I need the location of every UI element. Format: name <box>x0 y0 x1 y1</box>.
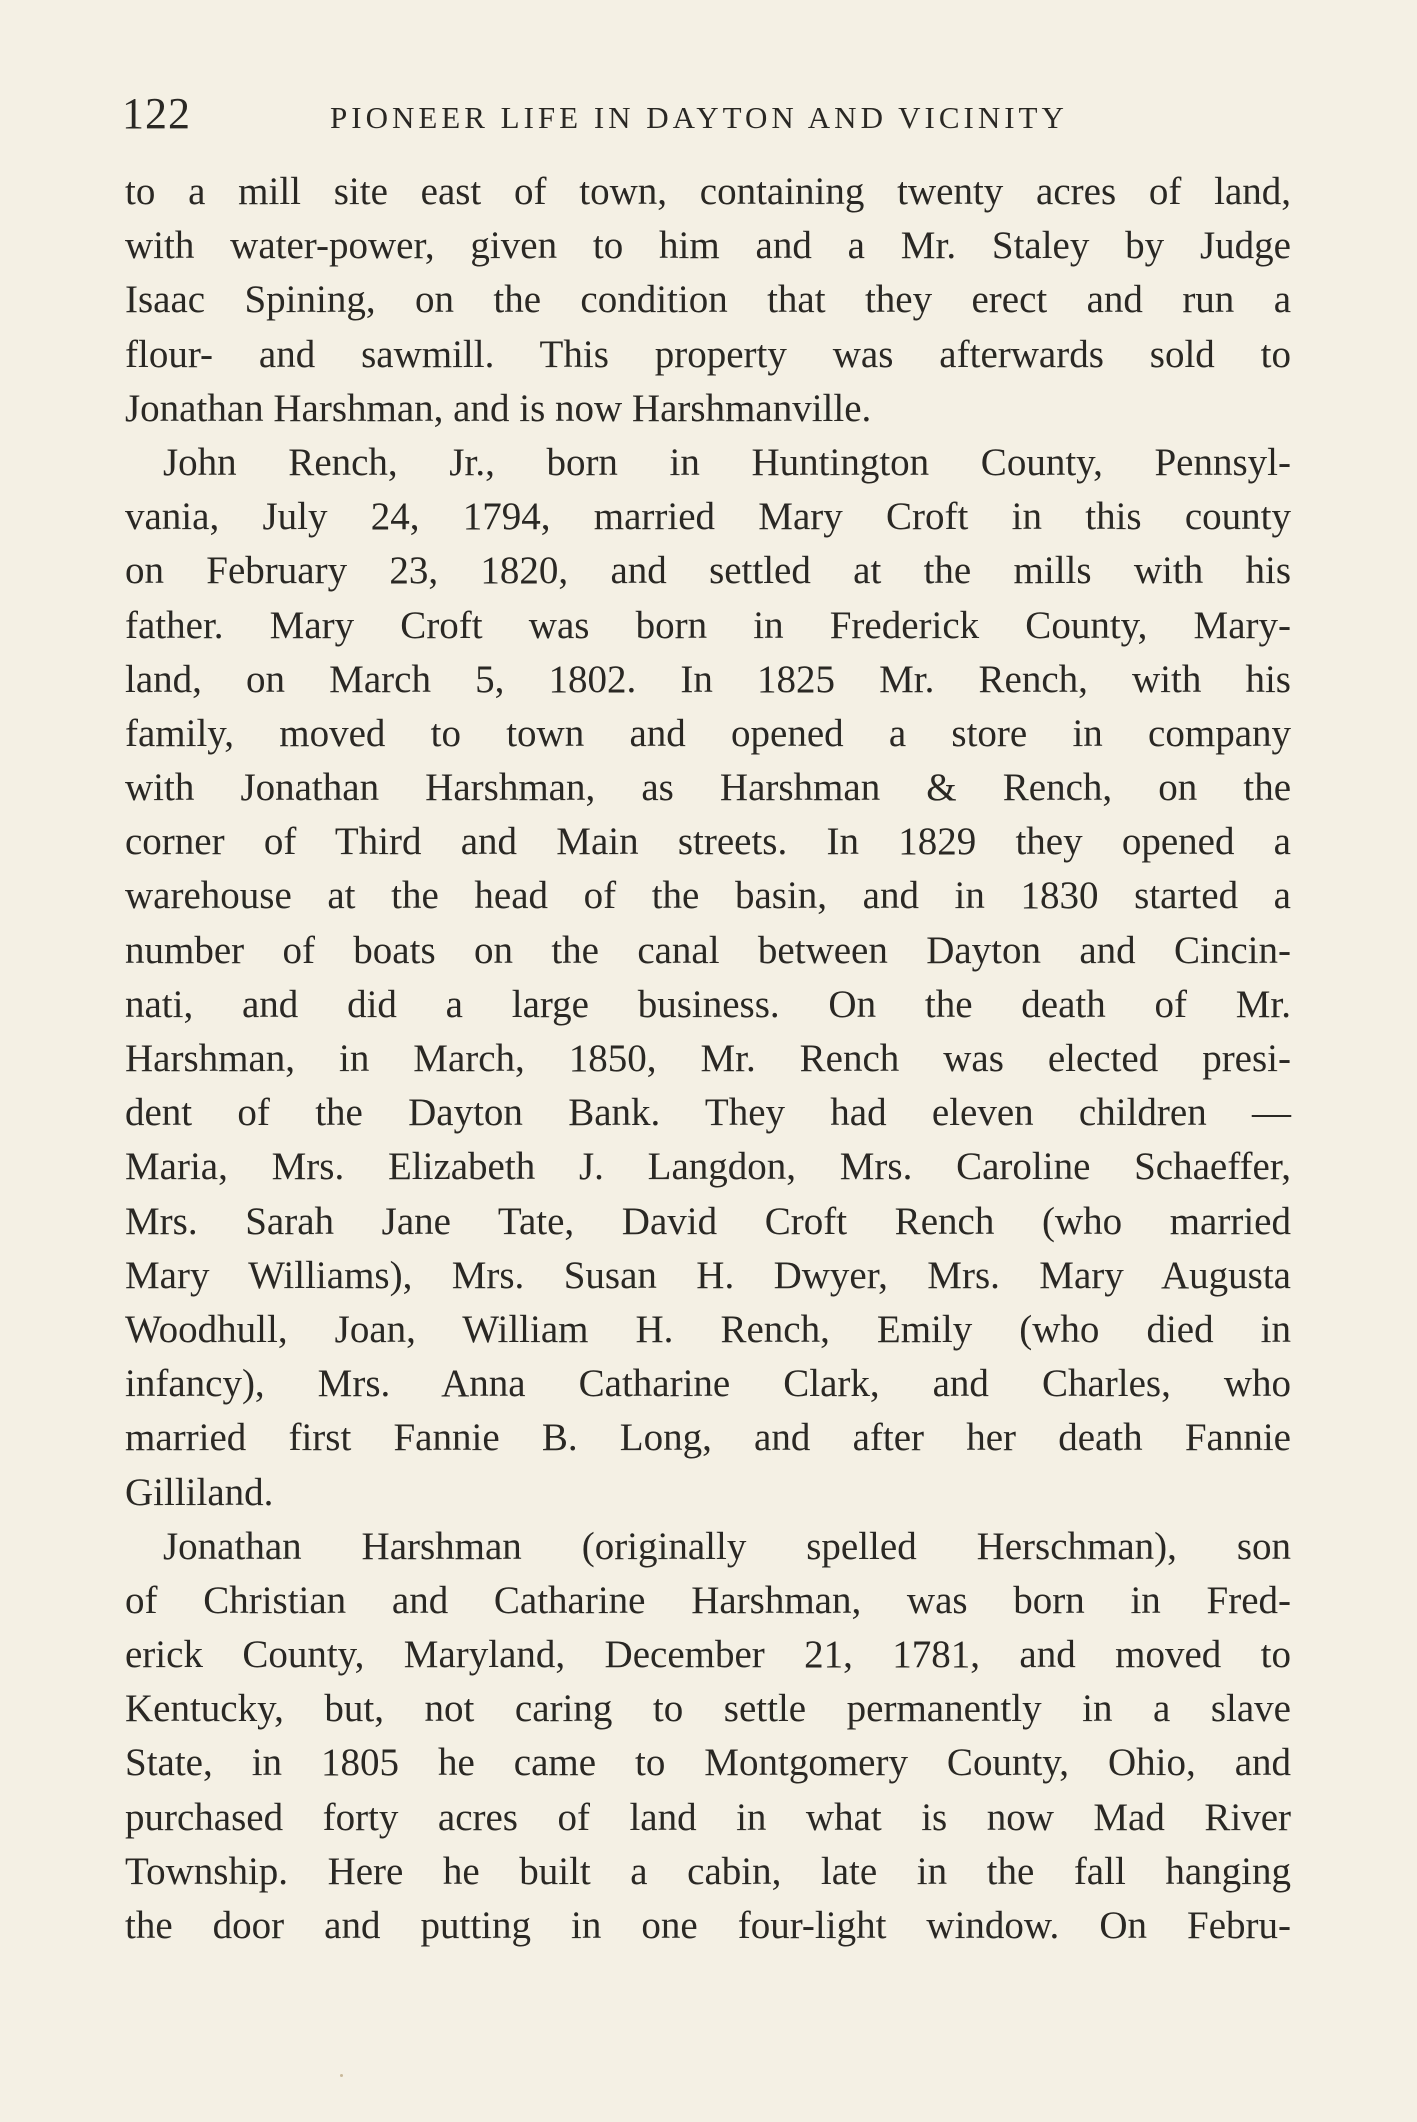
text-line: father. Mary Croft was born in Frederick County, Mary- <box>125 603 1291 647</box>
text-line: State, in 1805 he came to Montgomery County, Ohio, and <box>125 1741 1291 1785</box>
text-line: with water-power, given to him and a Mr. Staley by Judge <box>125 224 1291 268</box>
text-line: nati, and did a large business. On the death of Mr. <box>125 982 1291 1026</box>
text-line: Harshman, in March, 1850, Mr. Rench was elected presi- <box>125 1037 1291 1080</box>
text-line: Mrs. Sarah Jane Tate, David Croft Rench (who married <box>125 1199 1291 1243</box>
text-line: Isaac Spining, on the condition that they erect and run a <box>125 278 1291 322</box>
paper-speck <box>340 2074 343 2077</box>
text-line: Mary Williams), Mrs. Susan H. Dwyer, Mrs. Mary Augusta <box>125 1253 1291 1297</box>
text-line: number of boats on the canal between Dayton and Cincin- <box>125 928 1291 972</box>
text-line: dent of the Dayton Bank. They had eleven children — <box>125 1091 1291 1135</box>
text-line: Kentucky, but, not caring to settle permanently in a slave <box>125 1687 1291 1731</box>
page-number: 122 <box>122 89 191 138</box>
text-line: erick County, Maryland, December 21, 1781, and moved to <box>125 1633 1291 1677</box>
text-line: Gilliland. <box>125 1470 274 1514</box>
text-line: on February 23, 1820, and settled at the mills with his <box>125 549 1291 593</box>
text-line: infancy), Mrs. Anna Catharine Clark, and Charles, who <box>125 1362 1291 1406</box>
text-line: land, on March 5, 1802. In 1825 Mr. Rench, with his <box>125 657 1291 701</box>
text-line: John Rench, Jr., born in Huntington County, Pennsyl- <box>163 440 1291 484</box>
text-line: with Jonathan Harshman, as Harshman & Rench, on the <box>125 766 1291 810</box>
text-line: family, moved to town and opened a store in company <box>125 711 1291 755</box>
text-line: Township. Here he built a cabin, late in the fall hanging <box>125 1849 1291 1893</box>
text-line: Jonathan Harshman (originally spelled Herschman), son <box>163 1524 1291 1568</box>
text-line: the door and putting in one four-light window. On Febru- <box>125 1904 1291 1947</box>
text-line: of Christian and Catharine Harshman, was born in Fred- <box>125 1578 1291 1622</box>
text-line: married first Fannie B. Long, and after her death Fannie <box>125 1416 1291 1460</box>
running-title: PIONEER LIFE IN DAYTON AND VICINITY <box>330 100 1068 135</box>
text-line: to a mill site east of town, containing twenty acres of land, <box>125 170 1291 213</box>
text-line: Jonathan Harshman, and is now Harshmanville. <box>125 386 872 430</box>
text-line: vania, July 24, 1794, married Mary Croft in this county <box>125 495 1291 539</box>
text-line: corner of Third and Main streets. In 1829 they opened a <box>125 820 1291 864</box>
text-line: Woodhull, Joan, William H. Rench, Emily (who died in <box>125 1307 1291 1351</box>
text-line: Maria, Mrs. Elizabeth J. Langdon, Mrs. Caroline Schaeffer, <box>125 1145 1291 1189</box>
text-line: warehouse at the head of the basin, and in 1830 started a <box>125 874 1291 918</box>
text-line: purchased forty acres of land in what is now Mad River <box>125 1795 1291 1839</box>
running-head <box>122 88 1294 148</box>
text-line: flour- and sawmill. This property was afterwards sold to <box>125 332 1291 376</box>
body-text <box>125 165 1291 1953</box>
